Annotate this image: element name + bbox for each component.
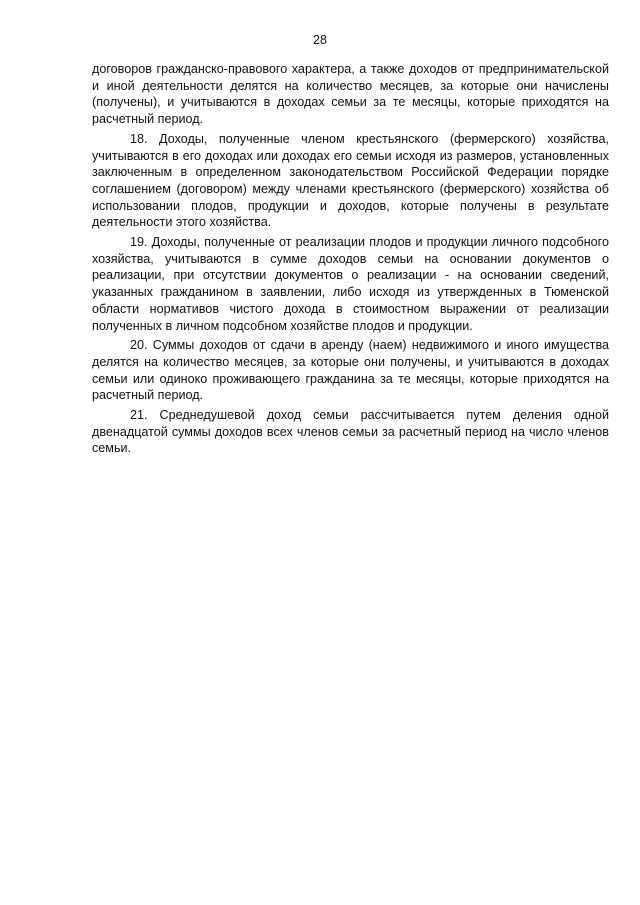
paragraph-18: 18. Доходы, полученные членом крестьянского (фермерского) хозяйства, учитываются в его доходах или доходах его семьи исходя из размеров, установленных заключенным в определенном законодательством Российской Федерации порядке соглашением (договором) между членами крестьянского (фермерского) хозяйства об использовании плодов, продукции и доходов, которые получены в результате деятельности этого хозяйства. [92,131,609,230]
paragraph-continuation: договоров гражданско-правового характера, а также доходов от предпринимательской и иной деятельности делятся на количество месяцев, за которые они начислены (получены), и учитываются в доходах семьи за те месяцы, которые приходятся на расчетный период. [92,62,609,127]
paragraph-21: 21. Среднедушевой доход семьи рассчитывается путем деления одной двенадцатой суммы доходов всех членов семьи за расчетный период на число членов семьи. [92,408,609,456]
paragraph-19: 19. Доходы, полученные от реализации плодов и продукции личного подсобного хозяйства, учитываются в сумме доходов семьи на основании документов о реализации, при отсутствии документов о реализации - на основании сведений, указанных гражданином в заявлении, либо исходя из утвержденных в Тюменской области нормативов чистого дохода в стоимостном выражении от реализации полученных в личном подсобном хозяйстве плодов и продукции. [92,235,609,333]
document-body [92,61,609,457]
paragraph-20: 20. Суммы доходов от сдачи в аренду (наем) недвижимого и иного имущества делятся на количество месяцев, за которые они получены, и учитываются в доходах семьи или одиноко проживающего гражданина за те месяцы, которые приходятся на расчетный период. [92,338,609,403]
page-number: 28 [313,33,327,47]
